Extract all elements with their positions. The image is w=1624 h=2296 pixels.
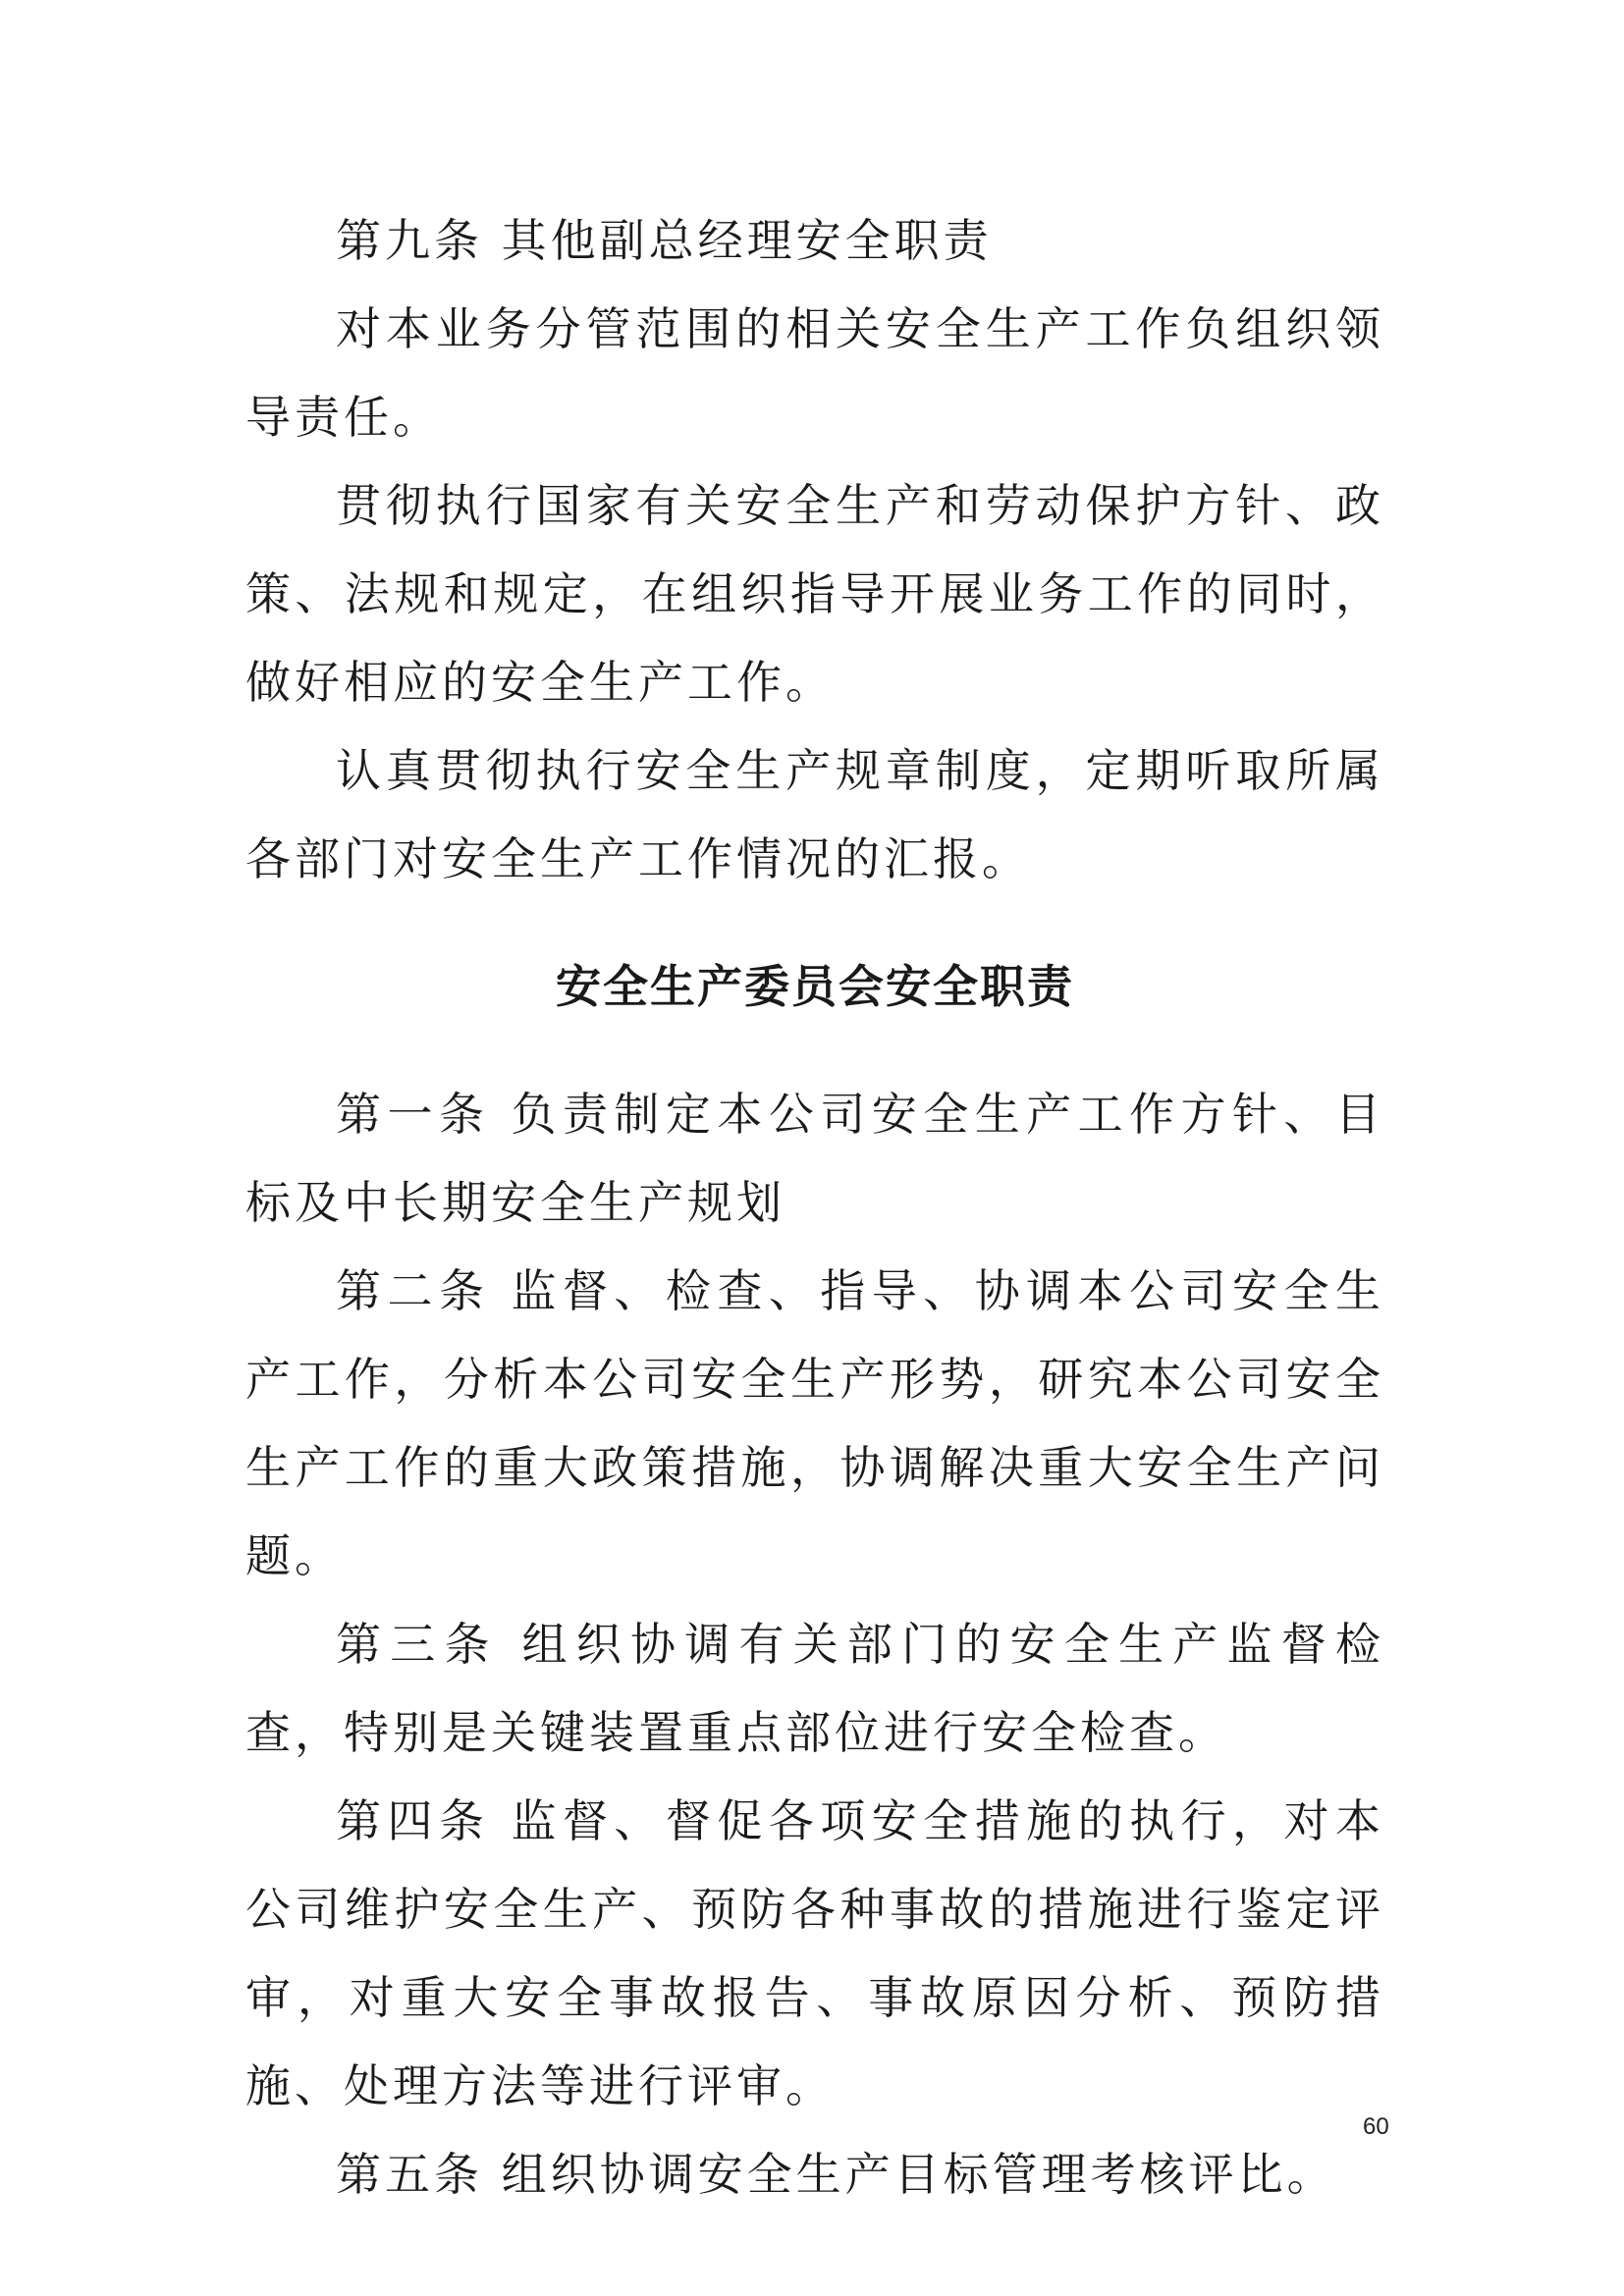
- article-3: 第三条 组织协调有关部门的安全生产监督检查，特别是关键装置重点部位进行安全检查。: [245, 1618, 1384, 1759]
- paragraph-1: 对本业务分管范围的相关安全生产工作负组织领导责任。: [245, 302, 1384, 444]
- article-5: 第五条 组织协调安全生产目标管理考核评比。: [336, 2148, 1336, 2201]
- page-number: 60: [1363, 2113, 1389, 2140]
- section-heading: 安全生产委员会安全职责: [556, 960, 1074, 1013]
- paragraph-2: 贯彻执行国家有关安全生产和劳动保护方针、政策、法规和规定，在组织指导开展业务工作的同时，做好相应的安全生产工作。: [245, 479, 1384, 709]
- document-page: [245, 196, 1384, 2218]
- article-1: 第一条 负责制定本公司安全生产工作方针、目标及中长期安全生产规划: [245, 1088, 1384, 1229]
- article-4: 第四条 监督、督促各项安全措施的执行，对本公司维护安全生产、预防各种事故的措施进行鉴定评审，对重大安全事故报告、事故原因分析、预防措施、处理方法等进行评审。: [245, 1794, 1384, 2112]
- article-2: 第二条 监督、检查、指导、协调本公司安全生产工作，分析本公司安全生产形势，研究本公司安全生产工作的重大政策措施，协调解决重大安全生产问题。: [245, 1264, 1384, 1582]
- paragraph-3: 认真贯彻执行安全生产规章制度，定期听取所属各部门对安全生产工作情况的汇报。: [245, 744, 1384, 885]
- article-9-title: 第九条 其他副总经理安全职责: [336, 214, 993, 267]
